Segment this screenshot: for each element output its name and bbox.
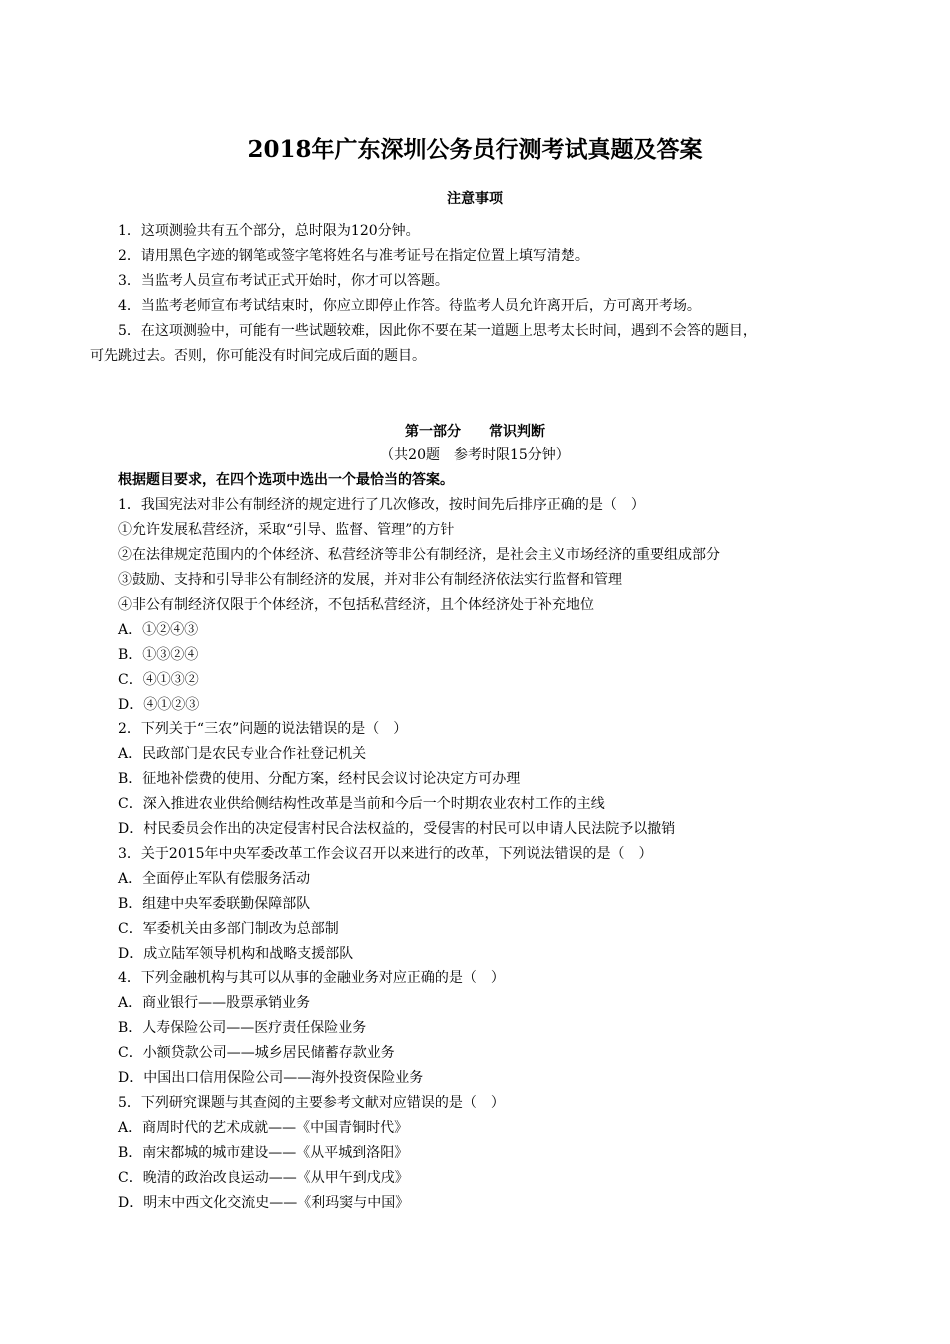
section-instruction: 根据题目要求，在四个选项中选出一个最恰当的答案。 (118, 472, 454, 488)
answer-option: A．①②④③ (118, 622, 199, 638)
answer-option: C．小额贷款公司——城乡居民储蓄存款业务 (118, 1045, 395, 1061)
answer-option: C．深入推进农业供给侧结构性改革是当前和今后一个时期农业农村工作的主线 (118, 796, 605, 812)
answer-option: B．征地补偿费的使用、分配方案，经村民会议讨论决定方可办理 (118, 771, 521, 787)
question-stem: 5．下列研究课题与其查阅的主要参考文献对应错误的是（ ） (118, 1095, 505, 1111)
question-statement: ①允许发展私营经济，采取“引导、监督、管理”的方针 (118, 522, 455, 538)
answer-option: D．明末中西文化交流史——《利玛窦与中国》 (118, 1195, 410, 1211)
answer-option: C．晚清的政治改良运动——《从甲午到戊戌》 (118, 1170, 409, 1186)
question-stem: 4．下列金融机构与其可以从事的金融业务对应正确的是（ ） (118, 970, 505, 986)
question-statement: ④非公有制经济仅限于个体经济，不包括私营经济，且个体经济处于补充地位 (118, 597, 594, 613)
answer-option: B．①③②④ (118, 647, 199, 663)
question-stem: 1．我国宪法对非公有制经济的规定进行了几次修改，按时间先后排序正确的是（ ） (118, 497, 645, 513)
notice-item: 5．在这项测验中，可能有一些试题较难，因此你不要在某一道题上思考太长时间，遇到不会答的题目， (118, 323, 757, 339)
answer-option: C．④①③② (118, 672, 199, 688)
answer-option: A．民政部门是农民专业合作社登记机关 (118, 746, 367, 762)
document-title: 2018年广东深圳公务员行测考试真题及答案 (247, 136, 703, 163)
question-statement: ③鼓励、支持和引导非公有制经济的发展，并对非公有制经济依法实行监督和管理 (118, 572, 622, 588)
notice-item: 1．这项测验共有五个部分，总时限为120分钟。 (118, 223, 420, 239)
answer-option: D．成立陆军领导机构和战略支援部队 (118, 946, 354, 962)
notice-item: 2．请用黑色字迹的钢笔或签字笔将姓名与准考证号在指定位置上填写清楚。 (118, 248, 589, 264)
question-statement: ②在法律规定范围内的个体经济、私营经济等非公有制经济，是社会主义市场经济的重要组成部分 (118, 547, 720, 563)
section-heading: 第一部分 常识判断 (405, 424, 545, 440)
notice-item: 4．当监考老师宣布考试结束时，你应立即停止作答。待监考人员允许离开后，方可离开考场。 (118, 298, 701, 314)
notice-item-continuation: 可先跳过去。否则，你可能没有时间完成后面的题目。 (90, 348, 426, 364)
notice-heading: 注意事项 (447, 191, 503, 207)
answer-option: D．中国出口信用保险公司——海外投资保险业务 (118, 1070, 424, 1086)
answer-option: A．商周时代的艺术成就——《中国青铜时代》 (118, 1120, 409, 1136)
answer-option: B．人寿保险公司——医疗责任保险业务 (118, 1020, 367, 1036)
answer-option: D．④①②③ (118, 697, 200, 713)
answer-option: B．组建中央军委联勤保障部队 (118, 896, 311, 912)
question-stem: 2．下列关于“三农”问题的说法错误的是（ ） (118, 721, 408, 737)
notice-item: 3．当监考人员宣布考试正式开始时，你才可以答题。 (118, 273, 449, 289)
answer-option: B．南宋都城的城市建设——《从平城到洛阳》 (118, 1145, 409, 1161)
answer-option: A．商业银行——股票承销业务 (118, 995, 311, 1011)
section-info: （共20题 参考时限15分钟） (380, 447, 570, 463)
answer-option: D．村民委员会作出的决定侵害村民合法权益的，受侵害的村民可以申请人民法院予以撤销 (118, 821, 676, 837)
answer-option: C．军委机关由多部门制改为总部制 (118, 921, 339, 937)
question-stem: 3．关于2015年中央军委改革工作会议召开以来进行的改革，下列说法错误的是（ ） (118, 846, 653, 862)
answer-option: A．全面停止军队有偿服务活动 (118, 871, 311, 887)
